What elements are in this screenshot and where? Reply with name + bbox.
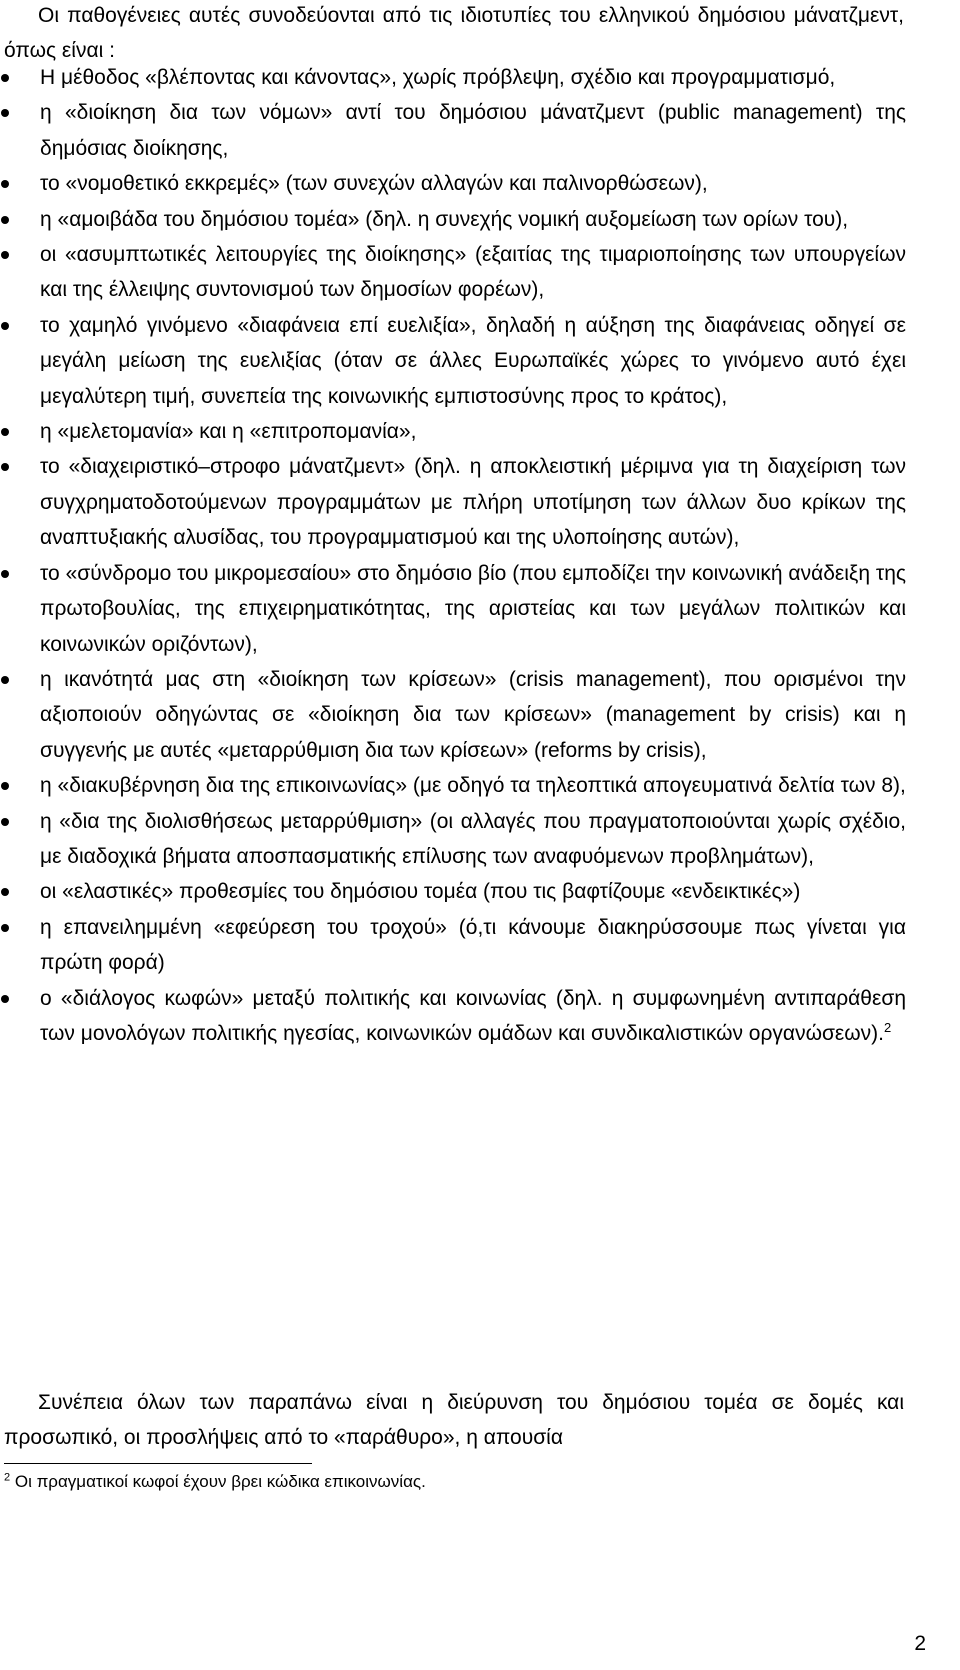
list-item-text — [40, 981, 906, 1052]
list-item — [0, 449, 906, 555]
bullet-icon — [1, 888, 9, 896]
list-item-text: το «νομοθετικό εκκρεμές» (των συνεχών αλλαγών και παλινορθώσεων), — [40, 172, 708, 196]
footnote-separator — [4, 1463, 312, 1464]
closing-paragraph: Συνέπεια όλων των παραπάνω είναι η διεύρυνση του δημόσιου τομέα σε δομές και προσωπικό, οι προσλήψεις από το «παράθυρο», η απουσία — [4, 1391, 904, 1450]
list-item-text: η «δια της διολισθήσεως μεταρρύθμιση» (οι αλλαγές που πραγματοποιούνται χωρίς σχέδιο, με διαδοχικά βήματα αποσπασματικής επίλυσης των αναφυόμενων προβλημάτων), — [40, 809, 906, 868]
bullet-icon — [1, 251, 9, 259]
list-item-text: η «αμοιβάδα του δημόσιου τομέα» (δηλ. η συνεχής νομική αυξομείωση των ορίων του), — [40, 207, 849, 231]
list-item-text: η ικανότητά μας στη «διοίκηση των κρίσεων» (crisis management), που ορισμένοι την αξιοποιούν οδηγώντας σε «διοίκηση δια των κρίσεων» (management by crisis) και η συγγενής με αυτές «μεταρρύθμιση δια των κρίσεων» (reforms by crisis), — [40, 667, 906, 762]
bullet-icon — [1, 180, 9, 188]
list-item — [0, 910, 906, 981]
bullet-icon — [1, 924, 9, 932]
list-item — [0, 662, 906, 768]
list-item — [0, 874, 906, 909]
list-item-text: οι «ελαστικές» προθεσμίες του δημόσιου τομέα (που τις βαφτίζουμε «ενδεικτικές») — [40, 880, 801, 904]
bullet-icon — [1, 463, 9, 471]
list-item-text: το «διαχειριστικό–στροφο μάνατζμεντ» (δηλ. η αποκλειστική μέριμνα για τη διαχείριση των συγχρηματοδοτούμενων προγραμμάτων με πλήρη υποτίμηση των άλλων δυο κρίκων της αναπτυξιακής αλυσίδας, του προγραμματισμού και της υλοποίησης αυτών), — [40, 455, 906, 550]
bullet-icon — [1, 74, 9, 82]
list-item-text: το χαμηλό γινόμενο «διαφάνεια επί ευελιξία», δηλαδή η αύξηση της διαφάνειας οδηγεί σε μεγάλη μείωση της ευελιξίας (όταν σε άλλες Ευρωπαϊκές χώρες το γινόμενο αυτό έχει μεγαλύτερη τιμή, συνεπεία της κοινωνικής εμπιστοσύνης προς το κράτος), — [40, 313, 906, 408]
list-item-text: η επανειλημμένη «εφεύρεση του τροχού» (ό,τι κάνουμε διακηρύσσουμε πως γίνεται για πρώτη φορά) — [40, 915, 906, 975]
bullet-list — [0, 60, 906, 1051]
bullet-icon — [1, 216, 9, 224]
list-item-text: η «διακυβέρνηση δια της επικοινωνίας» (με οδηγό τα τηλεοπτικά απογευματινά δελτία των 8), — [40, 774, 906, 798]
bullet-icon — [1, 995, 9, 1003]
intro-paragraph: Οι παθογένειες αυτές συνοδεύονται από τις ιδιοτυπίες του ελληνικού δημόσιου μάνατζμεντ, όπως είναι : — [4, 4, 904, 63]
bullet-icon — [1, 782, 9, 790]
list-item — [0, 237, 906, 308]
list-item — [0, 308, 906, 414]
footnote-text: Οι πραγματικοί κωφοί έχουν βρει κώδικα επικοινωνίας. — [14, 1472, 426, 1491]
bullet-icon — [1, 109, 9, 117]
list-item — [0, 166, 906, 201]
list-item — [0, 768, 906, 803]
footnote-reference[interactable]: 2 — [884, 1019, 892, 1035]
list-item — [0, 981, 906, 1052]
page-number: 2 — [914, 1632, 926, 1655]
bullet-icon — [1, 322, 9, 330]
list-item — [0, 804, 906, 875]
list-item — [0, 202, 906, 237]
list-item — [0, 556, 906, 662]
footnote — [4, 1470, 426, 1494]
list-item — [0, 414, 906, 449]
list-item-text: οι «ασυμπτωτικές λειτουργίες της διοίκησης» (εξαιτίας της τιμαριοποίησης των υπουργείων και της έλλειψης συντονισμού των δημοσίων φορέων), — [40, 243, 906, 302]
list-item — [0, 60, 906, 95]
list-item — [0, 95, 906, 166]
list-item-text: Η μέθοδος «βλέποντας και κάνοντας», χωρίς πρόβλεψη, σχέδιο και προγραμματισμό, — [40, 66, 836, 89]
list-item-text: η «μελετομανία» και η «επιτροπομανία», — [40, 420, 417, 444]
footnote-number: 2 — [4, 1471, 11, 1484]
bullet-icon — [1, 428, 9, 436]
list-item-text: ο «διάλογος κωφών» μεταξύ πολιτικής και κοινωνίας (δηλ. η συμφωνημένη αντιπαράθεση των μονολόγων πολιτικής ηγεσίας, κοινωνικών ομάδων και συνδικαλιστικών οργανώσεων). — [40, 986, 906, 1045]
list-item-text: η «διοίκηση δια των νόμων» αντί του δημόσιου μάνατζμεντ (public management) της δημόσιας διοίκησης, — [40, 101, 906, 160]
bullet-icon — [1, 818, 9, 826]
list-item-text: το «σύνδρομο του μικρομεσαίου» στο δημόσιο βίο (που εμποδίζει την κοινωνική ανάδειξη της πρωτοβουλίας, της επιχειρηματικότητας, της αριστείας και των μεγάλων πολιτικών και κοινωνικών οριζόντων), — [40, 561, 906, 656]
bullet-icon — [1, 676, 9, 684]
bullet-icon — [1, 570, 9, 578]
